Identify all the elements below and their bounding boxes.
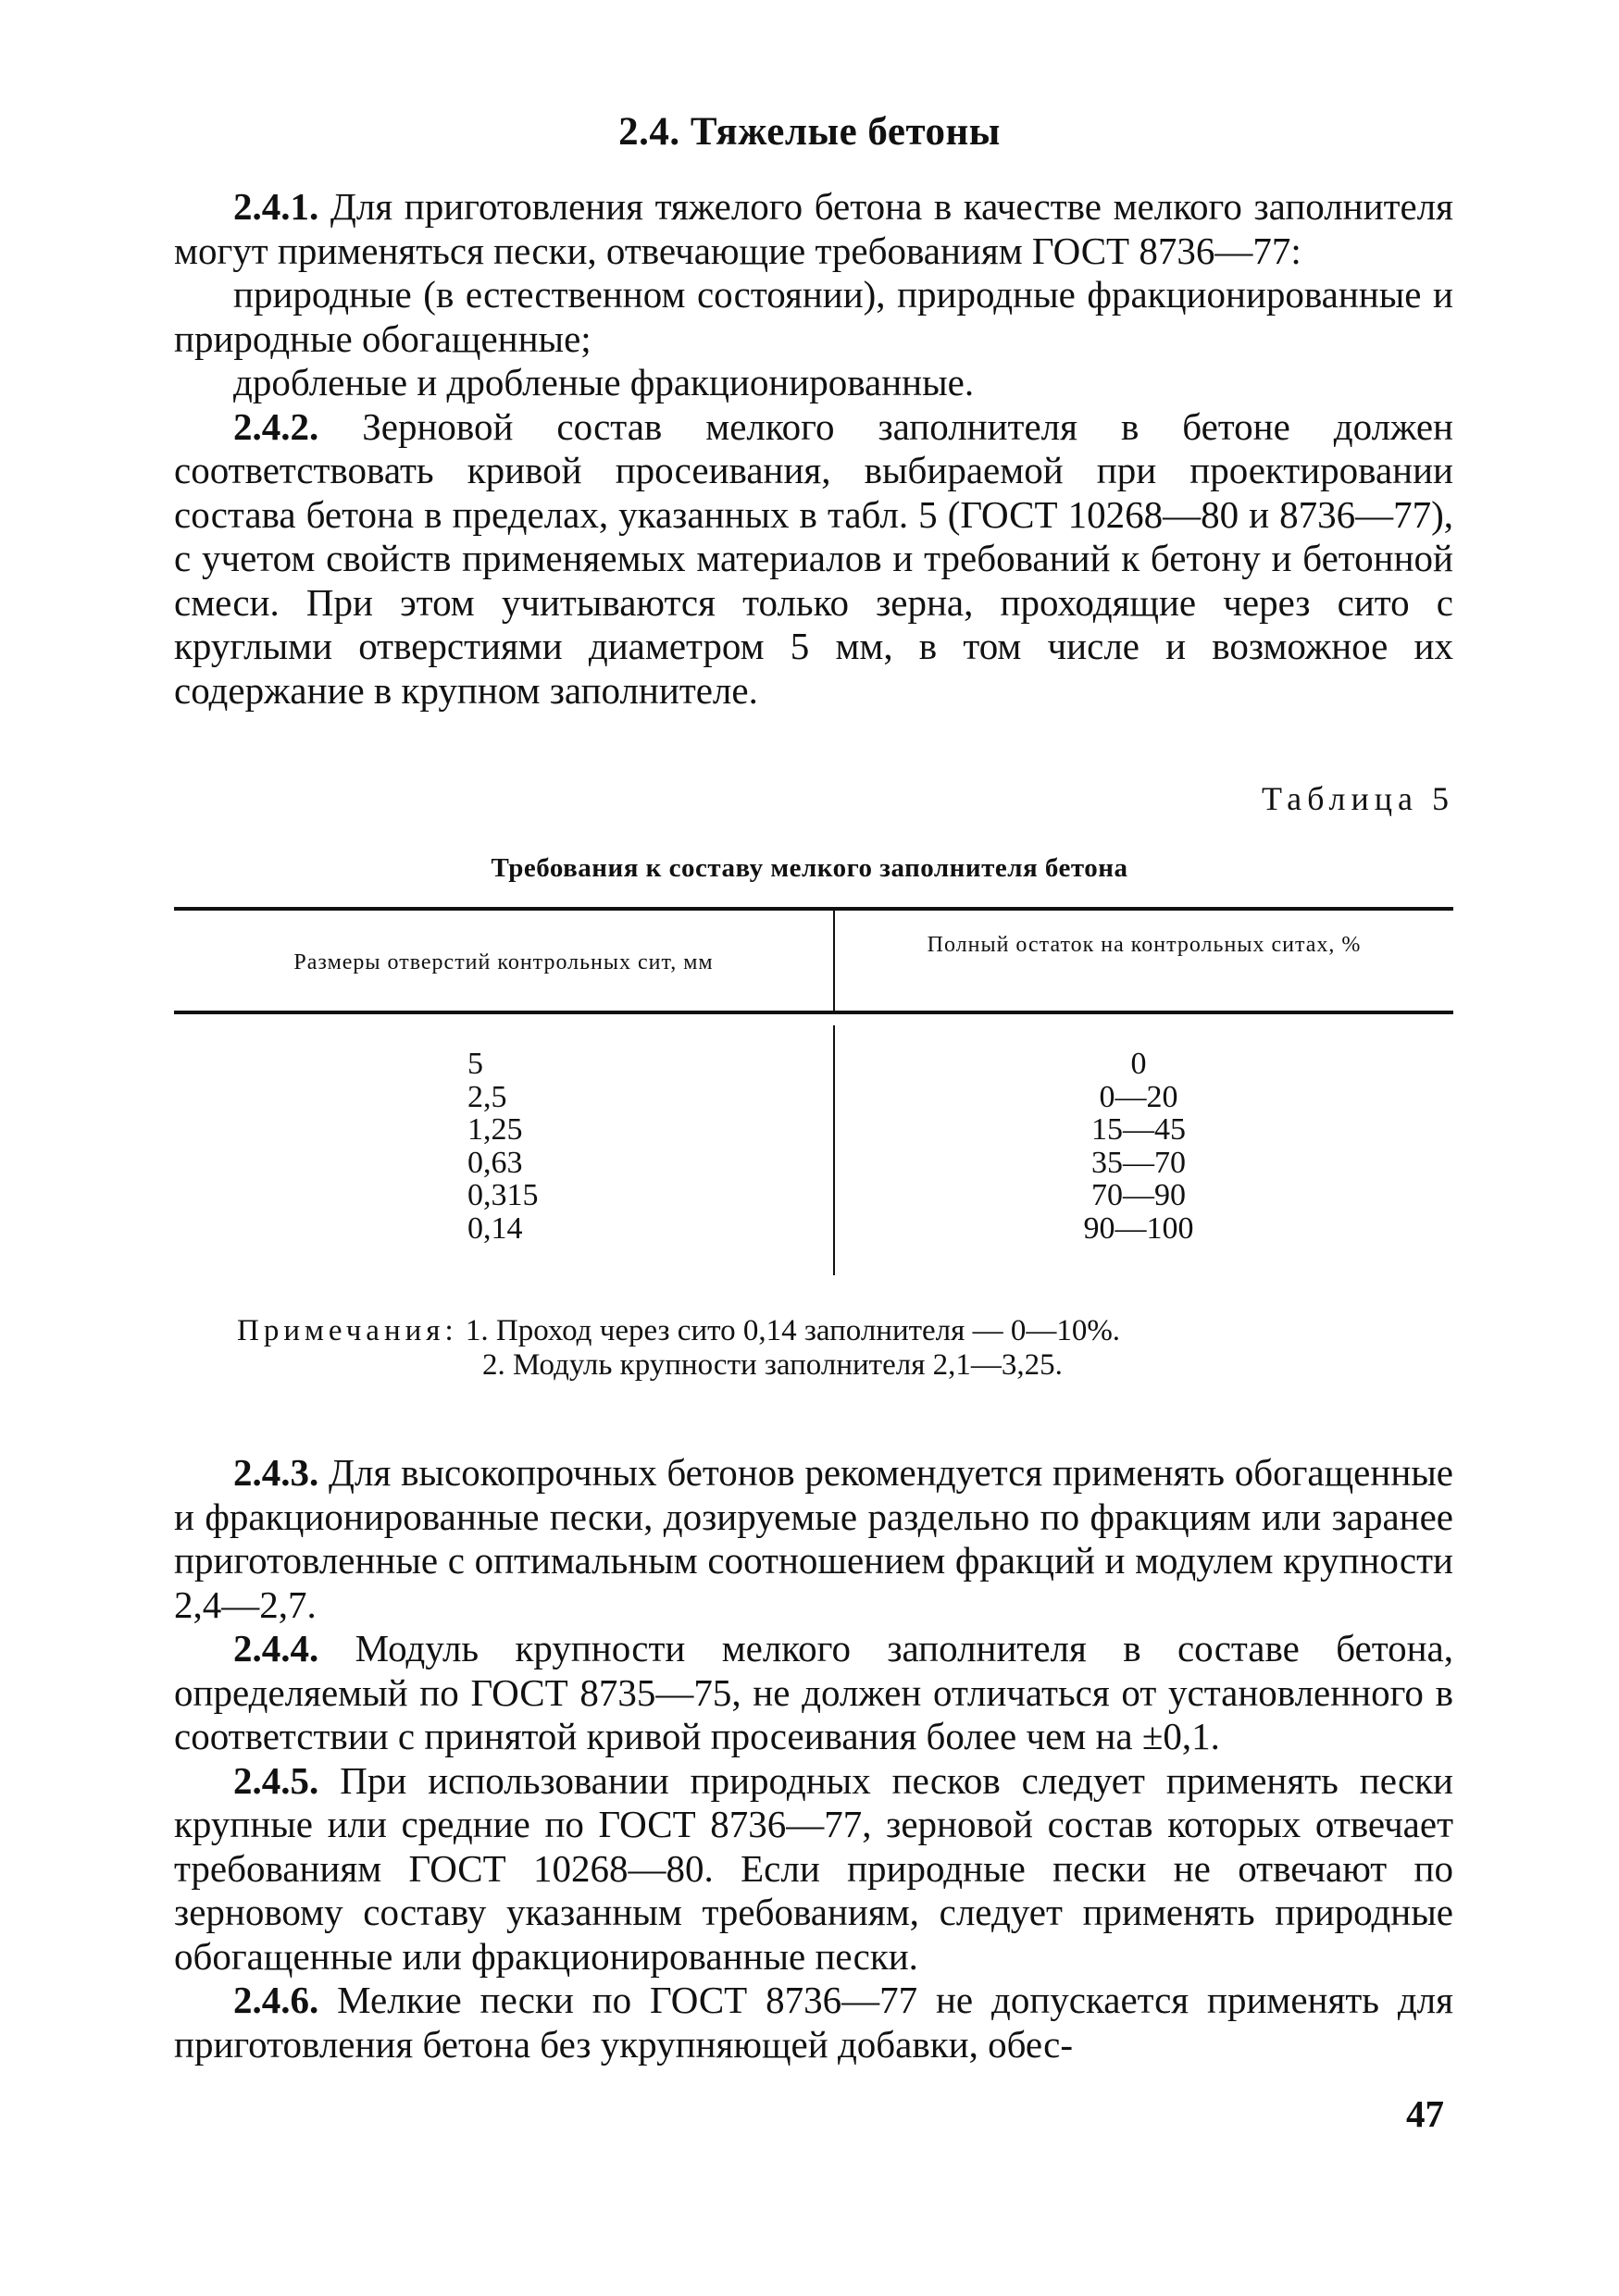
paragraph-number: 2.4.2.	[233, 404, 319, 448]
paragraphs-top	[174, 185, 1453, 713]
table-cell: 1,25	[467, 1112, 523, 1147]
paragraph-text: При использовании природных песков следует применять пески крупные или средние по ГОСТ 8736—77, зерновой состав которых отвечает требованиям ГОСТ 10268—80. Если природные пески не отвечают по зерновому составу указанным требованиям, следует применять природные обогащенные или фракционированные пески.	[174, 1758, 1453, 1978]
table-cell: 70—90	[1091, 1178, 1186, 1212]
paragraph-number: 2.4.1.	[233, 185, 319, 228]
note-2: 2. Модуль крупности заполнителя 2,1—3,25.	[482, 1348, 1063, 1382]
note-line-1	[237, 1314, 1120, 1348]
table-body-divider	[833, 1025, 835, 1275]
paragraph-2-4-6	[174, 1979, 1453, 2066]
table-cell: 35—70	[1091, 1145, 1186, 1180]
paragraphs-bottom	[174, 1451, 1453, 2066]
paragraph-2-4-5	[174, 1759, 1453, 1980]
paragraph-number: 2.4.5.	[233, 1758, 319, 1802]
notes-label: Примечания:	[237, 1314, 458, 1347]
residue-column	[1065, 1048, 1213, 1245]
table-header-residue: Полный остаток на контрольных ситах, %	[927, 933, 1362, 957]
sieve-size-column	[467, 1048, 539, 1245]
paragraph-number: 2.4.6.	[233, 1979, 319, 2021]
table-caption: Требования к составу мелкого заполнителя бетона	[491, 853, 1128, 883]
table-cell: 0,63	[467, 1145, 523, 1180]
paragraph-text: Модуль крупности мелкого заполнителя в составе бетона, определяемый по ГОСТ 8735—75, не должен отличаться от установленного в соответствии с принятой кривой просеивания более чем на ±0,1.	[174, 1627, 1453, 1757]
table-header-sieve-size: Размеры отверстий контрольных сит, мм	[293, 950, 714, 974]
paragraph-2-4-2	[174, 405, 1453, 714]
paragraph-number: 2.4.4.	[233, 1627, 319, 1669]
table-label: Таблица 5	[1262, 780, 1454, 817]
paragraph-text: Для приготовления тяжелого бетона в качестве мелкого заполнителя могут применяться пески, отвечающие требованиям ГОСТ 8736—77:	[174, 185, 1453, 272]
paragraph-text: Зерновой состав мелкого заполнителя в бетоне должен соответствовать кривой просеивания, выбираемой при проектировании состава бетона в пределах, указанных в табл. 5 (ГОСТ 10268—80 и 8736—77), с учетом свойств применяемых материалов и требований к бетону и бетонной смеси. При этом учитываются только зерна, проходящие через сито с круглыми отверстиями диаметром 5 мм, в том числе и возможное их содержание в крупном заполнителе.	[174, 404, 1453, 712]
table-cell: 90—100	[1083, 1210, 1194, 1246]
table-cell: 0,14	[467, 1210, 523, 1246]
section-heading: 2.4. Тяжелые бетоны	[618, 110, 1001, 154]
paragraph-2-4-4	[174, 1627, 1453, 1759]
table-notes	[237, 1314, 1120, 1383]
list-item-crushed-sands: дробленые и дробленые фракционированные.	[233, 361, 975, 403]
table-cell: 2,5	[467, 1079, 507, 1114]
table-cell: 15—45	[1091, 1112, 1186, 1147]
note-1: 1. Проход через сито 0,14 заполнителя — 0—10%.	[457, 1314, 1121, 1347]
paragraph-2-4-3	[174, 1451, 1453, 1627]
table-header-rule	[174, 1011, 1453, 1014]
paragraph-2-4-1	[174, 185, 1453, 273]
table-header-divider	[833, 911, 835, 1011]
page-number: 47	[1406, 2092, 1444, 2135]
table-cell: 0—20	[1099, 1079, 1178, 1114]
paragraph-text: Для высокопрочных бетонов рекомендуется применять обогащенные и фракционированные пески, дозируемые раздельно по фракциям или заранее приготовленные с оптимальным соотношением фракций и модулем крупности 2,4—2,7.	[174, 1451, 1453, 1626]
table-cell: 5	[467, 1047, 483, 1081]
table-cell: 0,315	[467, 1178, 539, 1212]
paragraph-text: Мелкие пески по ГОСТ 8736—77 не допускается применять для приготовления бетона без укрупняющей добавки, обес-	[174, 1979, 1453, 2066]
table-top-rule	[174, 907, 1453, 911]
table-cell: 0	[1130, 1047, 1147, 1081]
list-item-natural-sands: природные (в естественном состоянии), природные фракционированные и природные обогащенные;	[174, 273, 1453, 360]
paragraph-number: 2.4.3.	[233, 1451, 319, 1494]
